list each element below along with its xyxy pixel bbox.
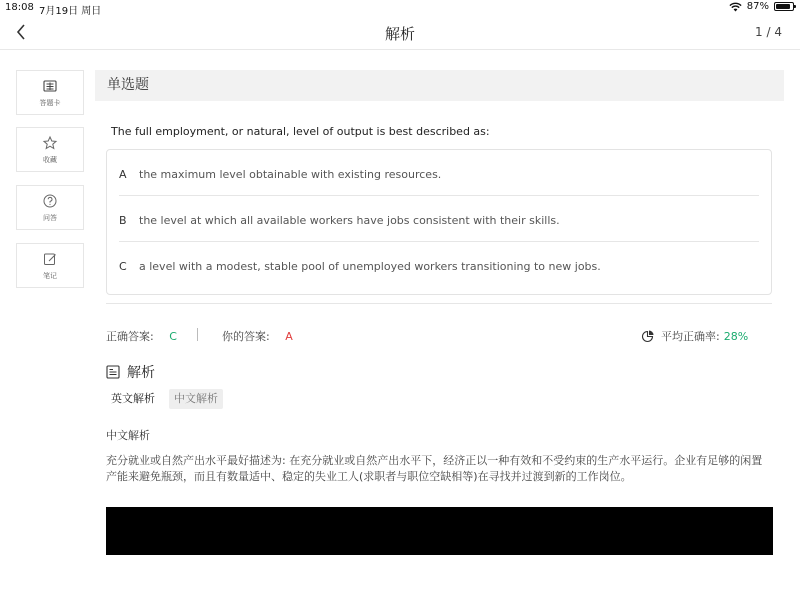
option-letter: C [119,259,127,273]
tab-chinese-analysis[interactable]: 中文解析 [169,389,223,409]
sidebar-item-favorite[interactable] [16,127,84,172]
status-time: 18:08 [5,2,34,13]
sidebar-item-label: 答题卡 [39,98,61,107]
page-indicator: 1 / 4 [755,25,782,39]
question-text: The full employment, or natural, level of output is best described as: [111,125,490,138]
option-a[interactable] [119,151,759,197]
status-date: 7月19日 周日 [39,6,102,17]
answer-separator [197,328,198,341]
option-letter: B [119,213,127,227]
user-answer-value: A [285,330,293,343]
question-type: 单选题 [107,77,149,93]
option-divider [119,195,759,196]
analysis-header [106,362,155,382]
analysis-body: 充分就业或自然产出水平最好描述为: 在充分就业或自然产出水平下，经济正以一种有效和不受约束的生产水平运行。企业有足够的闲置产能来避免瓶颈，而且有数量适中、稳定的失业工人(求职者与职位空缺相等)在寻找并过渡到新的工作岗位。 [106,454,763,483]
tab-english-analysis[interactable]: 英文解析 [111,392,155,405]
sidebar-item-label: 笔记 [43,271,57,280]
question-icon [42,193,58,209]
status-indicators [729,1,794,12]
options-list [106,149,772,295]
answer-card-icon [42,78,58,94]
correct-answer-label: 正确答案: [106,330,154,343]
analysis-title: 解析 [127,365,155,381]
correct-answer-value: C [169,330,177,343]
analysis-subheading: 中文解析 [106,429,150,442]
correct-answer [106,328,177,344]
option-text: a level with a modest, stable pool of unemployed workers transitioning to new jobs. [139,259,601,273]
question-type-header [95,70,784,101]
nav-bar [0,16,800,50]
option-divider [119,241,759,242]
sidebar-item-qa[interactable] [16,185,84,230]
document-icon [106,365,120,379]
battery-icon [774,2,794,11]
option-text: the maximum level obtainable with existing resources. [139,167,442,181]
media-placeholder [106,507,773,555]
accuracy-value: 28% [723,329,749,343]
option-letter: A [119,167,127,181]
page-title: 解析 [384,25,415,43]
option-c[interactable] [119,243,759,289]
note-icon [42,251,58,267]
sidebar-item-label: 收藏 [43,155,57,164]
status-bar [0,0,800,16]
user-answer [222,328,293,344]
sidebar-item-answer-card[interactable] [16,70,84,115]
option-text: the level at which all available workers have jobs consistent with their skills. [139,213,560,227]
sidebar-item-notes[interactable] [16,243,84,288]
user-answer-label: 你的答案: [222,330,270,343]
divider [106,303,772,304]
sidebar-item-label: 问答 [43,213,57,222]
wifi-icon [729,2,742,12]
option-b[interactable] [119,197,759,243]
accuracy-label: 平均正确率: [661,330,720,343]
average-accuracy [641,328,748,344]
star-icon [42,135,58,151]
pie-chart-icon [641,330,654,343]
battery-level [776,4,790,9]
battery-percent: 87% [746,1,769,12]
